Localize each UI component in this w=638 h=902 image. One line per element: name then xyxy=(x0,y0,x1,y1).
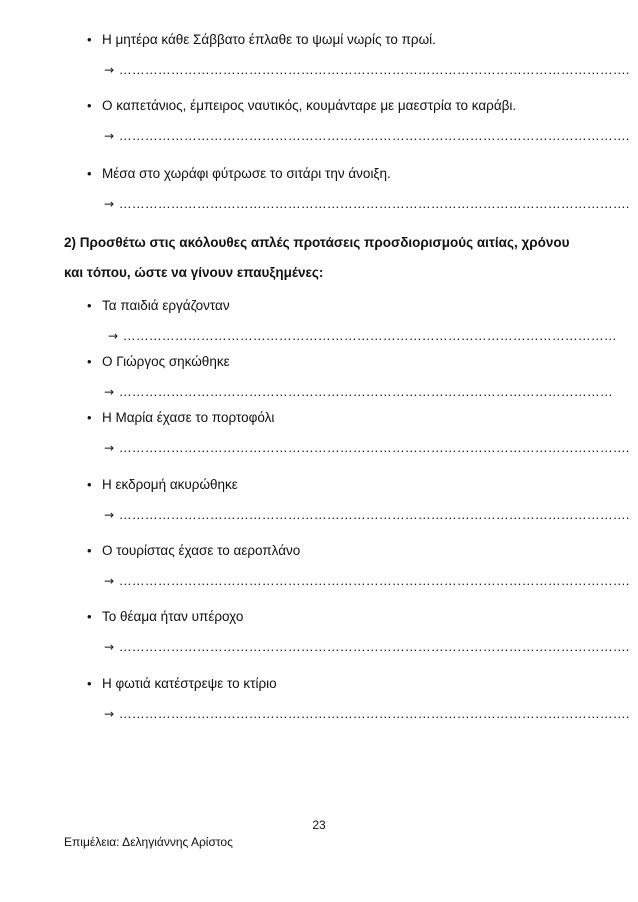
bullet-icon: • xyxy=(87,676,92,691)
answer-dots: ………………………………………………………………………………………………………. xyxy=(118,706,630,721)
answer-line[interactable] xyxy=(104,639,630,655)
answer-line[interactable] xyxy=(108,328,617,344)
sentence-text: Το θέαμα ήταν υπέροχο xyxy=(102,609,244,624)
arrow-icon: → xyxy=(104,197,115,211)
bullet-icon: • xyxy=(87,410,92,425)
answer-line[interactable] xyxy=(104,196,630,212)
sentence-text: Η Μαρία έχασε το πορτοφόλι xyxy=(102,410,275,425)
arrow-icon: → xyxy=(104,574,115,588)
bullet-icon: • xyxy=(87,98,92,113)
answer-line[interactable] xyxy=(104,128,630,144)
sentence-text: Ο Γιώργος σηκώθηκε xyxy=(102,354,230,369)
arrow-icon: → xyxy=(104,441,115,455)
arrow-icon: → xyxy=(108,329,119,343)
answer-line[interactable] xyxy=(104,507,630,523)
answer-dots: ………………………………………………………………………………………………………. xyxy=(118,507,630,522)
bullet-icon: • xyxy=(87,477,92,492)
bullet-icon: • xyxy=(87,32,92,47)
answer-dots: ………………………………………………………………………………………………………. xyxy=(118,62,630,77)
sentence-text: Η εκδρομή ακυρώθηκε xyxy=(102,477,238,492)
arrow-icon: → xyxy=(104,707,115,721)
sentence-text: Ο καπετάνιος, έμπειρος ναυτικός, κουμάνταρε με μαεστρία το καράβι. xyxy=(102,98,517,113)
answer-line[interactable] xyxy=(104,706,630,722)
answer-dots: …………………………………………………………………………………………………… xyxy=(118,384,613,399)
sentence-text: Η φωτιά κατέστρεψε το κτίριο xyxy=(102,676,277,691)
bullet-icon: • xyxy=(87,543,92,558)
arrow-icon: → xyxy=(104,640,115,654)
sentence-text: Μέσα στο χωράφι φύτρωσε το σιτάρι την άνοιξη. xyxy=(102,166,391,181)
bullet-icon: • xyxy=(87,166,92,181)
footer-author: Επιμέλεια: Δεληγιάννης Αρίστος xyxy=(64,835,233,849)
bullet-icon: • xyxy=(87,609,92,624)
arrow-icon: → xyxy=(104,508,115,522)
sentence-text: Ο τουρίστας έχασε το αεροπλάνο xyxy=(102,543,301,558)
bullet-icon: • xyxy=(87,354,92,369)
answer-line[interactable] xyxy=(104,384,613,400)
answer-line[interactable] xyxy=(104,440,630,456)
answer-dots: …………………………………………………………………………………………………… xyxy=(122,328,617,343)
answer-dots: ………………………………………………………………………………………………………. xyxy=(118,440,630,455)
arrow-icon: → xyxy=(104,129,115,143)
answer-line[interactable] xyxy=(104,573,630,589)
answer-dots: ………………………………………………………………………………………………………. xyxy=(118,128,630,143)
section-heading: 2) Προσθέτω στις ακόλουθες απλές προτάσεις προσδιορισμούς αιτίας, χρόνου και τόπου, ώστε να γίνουν επαυξημένες: xyxy=(64,235,570,280)
bullet-icon: • xyxy=(87,298,92,313)
answer-dots: ………………………………………………………………………………………………………. xyxy=(118,573,630,588)
answer-dots: ………………………………………………………………………………………………………. xyxy=(118,196,630,211)
page-number: 23 xyxy=(312,818,326,832)
arrow-icon: → xyxy=(104,63,115,77)
sentence-text: Τα παιδιά εργάζονταν xyxy=(102,298,230,313)
answer-dots: ………………………………………………………………………………………………………. xyxy=(118,639,630,654)
sentence-text: Η μητέρα κάθε Σάββατο έπλαθε το ψωμί νωρίς το πρωί. xyxy=(102,32,436,47)
answer-line[interactable] xyxy=(104,62,630,78)
arrow-icon: → xyxy=(104,385,115,399)
